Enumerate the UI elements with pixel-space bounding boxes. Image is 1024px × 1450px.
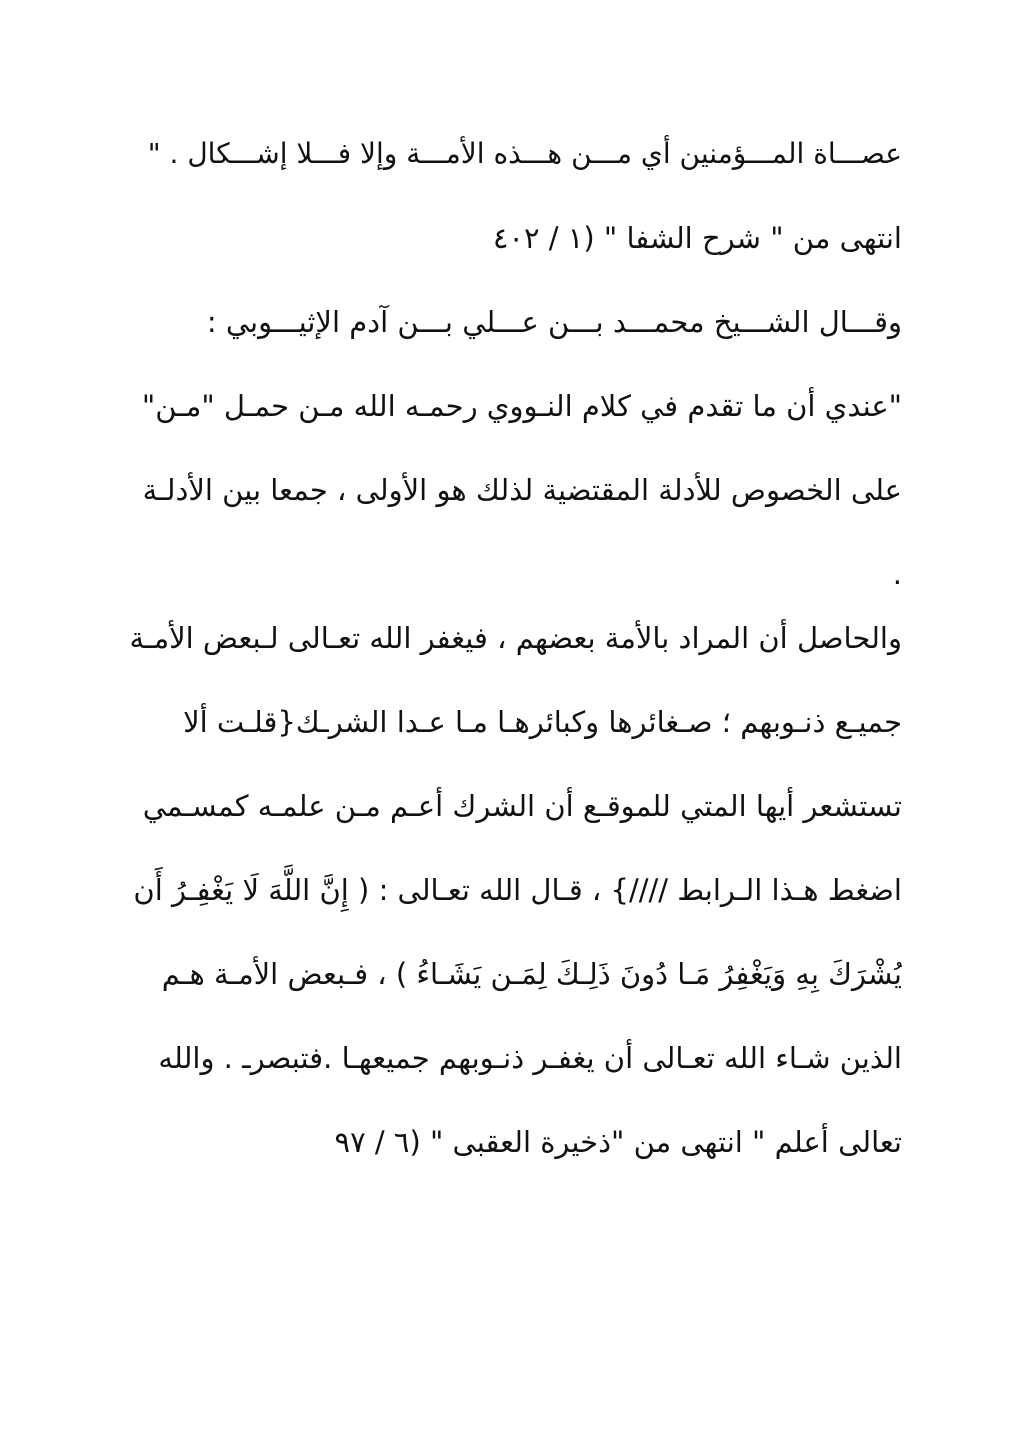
text-line: اضغط هـذا الـرابط ////} ، قـال الله تعـالى : ( إِنَّ اللَّهَ لَا يَغْفِـرُ أَن xyxy=(133,873,902,907)
text-line: الذين شـاء الله تعـالى أن يغفـر ذنـوبهم جميعهـا .فتبصرـ . والله xyxy=(158,1041,902,1075)
text-line: على الخصوص للأدلة المقتضية لذلك هو الأولى ، جمعا بين الأدلـة xyxy=(142,473,902,507)
text-line: تستشعر أيها المتي للموقـع أن الشرك أعـم مـن علمـه كمسـمي xyxy=(142,789,902,823)
text-line: والحاصل أن المراد بالأمة بعضهم ، فيغفر الله تعـالى لـبعض الأمـة xyxy=(129,621,902,655)
text-line: وقـــال الشـــيخ محمـــد بـــن عـــلي بـــن آدم الإثيـــوبي : xyxy=(206,305,902,339)
document-body xyxy=(122,122,902,1194)
text-line: جميـع ذنـوبهم ؛ صـغائرها وكبائرهـا مـا عـدا الشرـك{قلـت ألا xyxy=(183,705,902,739)
text-line: . xyxy=(892,557,902,591)
text-line: عصـــاة المـــؤمنين أي مـــن هـــذه الأمـــة وإلا فـــلا إشـــكال . " xyxy=(147,137,902,170)
text-line: "عندي أن ما تقدم في كلام النـووي رحمـه الله مـن حمـل "مـن" xyxy=(141,389,902,423)
text-line: يُشْرَكَ بِهِ وَيَغْفِرُ مَـا دُونَ ذَلِـكَ لِمَـن يَشَـاءُ ) ، فـبعض الأمـة هـم xyxy=(161,957,902,991)
text-line: تعالى أعلم " انتهى من "ذخيرة العقبى " (٦ / ٩٧ xyxy=(334,1125,902,1159)
text-line: انتهى من " شرح الشفا " (١ / ٤٠٢ xyxy=(492,221,902,255)
